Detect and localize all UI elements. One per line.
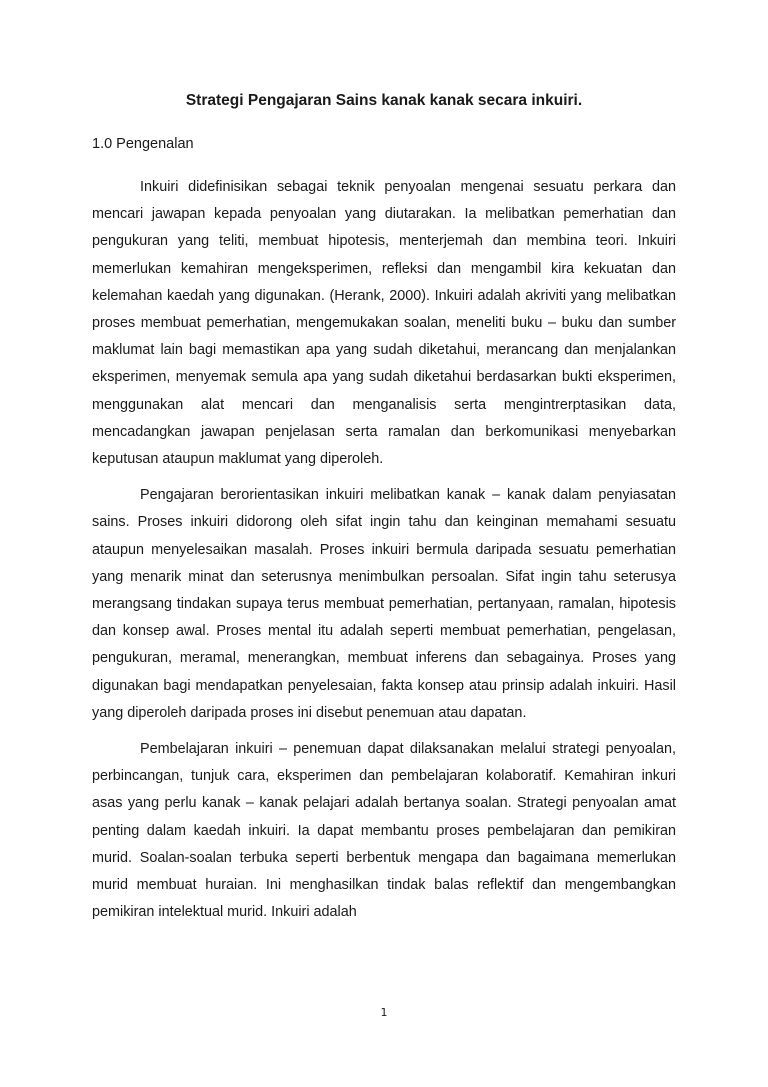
- section-heading: 1.0 Pengenalan: [92, 136, 194, 152]
- body-text: [92, 174, 676, 935]
- document-title: Strategi Pengajaran Sains kanak kanak secara inkuiri.: [185, 92, 583, 109]
- paragraph-3: Pembelajaran inkuiri – penemuan dapat dilaksanakan melalui strategi penyoalan, perbincangan, tunjuk cara, eksperimen dan pembelajaran kolaboratif. Kemahiran inkuri asas yang perlu kanak – kanak pelajari adalah bertanya soalan. Strategi penyoalan amat penting dalam kaedah inkuiri. Ia dapat membantu proses pembelajaran dan pemikiran murid. Soalan-soalan terbuka seperti berbentuk mengapa dan bagaimana memerlukan murid membuat huraian. Ini menghasilkan tindak balas reflektif dan mengembangkan pemikiran intelektual murid. Inkuiri adalah: [92, 741, 676, 921]
- paragraph-1: Inkuiri didefinisikan sebagai teknik penyoalan mengenai sesuatu perkara dan mencari jawapan kepada penyoalan yang diutarakan. Ia melibatkan pemerhatian dan pengukuran yang teliti, membuat hipotesis, menterjemah dan membina teori. Inkuiri memerlukan kemahiran mengeksperimen, refleksi dan mengambil kira kekuatan dan kelemahan kaedah yang digunakan. (Herank, 2000). Inkuiri adalah akriviti yang melibatkan proses membuat pemerhatian, mengemukakan soalan, meneliti buku – buku dan sumber maklumat lain bagi memastikan apa yang sudah diketahui, merancang dan menjalankan eksperimen, menyemak semula apa yang sudah diketahui berdasarkan bukti eksperimen, menggunakan alat mencari dan menganalisis serta mengintrerptasikan data, mencadangkan jawapan penjelasan serta ramalan dan berkomunikasi menyebarkan keputusan ataupun maklumat yang diperoleh.: [92, 179, 676, 468]
- paragraph-2: Pengajaran berorientasikan inkuiri melibatkan kanak – kanak dalam penyiasatan sains. Proses inkuiri didorong oleh sifat ingin tahu dan keinginan memahami sesuatu ataupun menyelesaikan masalah. Proses inkuiri bermula daripada sesuatu pemerhatian yang menarik minat dan seterusnya menimbulkan persoalan. Sifat ingin tahu seterusya merangsang tindakan supaya terus membuat pemerhatian, pertanyaan, ramalan, hipotesis dan konsep awal. Proses mental itu adalah seperti membuat pemerhatian, pengelasan, pengukuran, meramal, menerangkan, membuat inferens dan sebagainya. Proses yang digunakan bagi mendapatkan penyelesaian, fakta konsep atau prinsip adalah inkuiri. Hasil yang diperoleh daripada proses ini disebut penemuan atau dapatan.: [92, 487, 676, 721]
- page-number: 1: [380, 1006, 388, 1019]
